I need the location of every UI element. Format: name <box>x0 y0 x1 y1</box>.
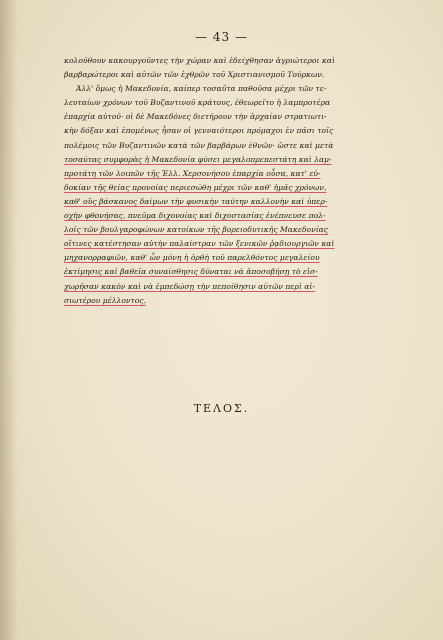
text-line: μηχανορραφιῶν, καθ' ὧν μόνη ἡ ὀρθὴ τοῦ παρελθόντος μεγαλείου <box>64 253 320 263</box>
text-line: καθ' οὓς βάσκανος δαίμων τὴν φυσικὴν ταύτην καλλονὴν καὶ ὑπερ- <box>64 196 328 206</box>
text-line: κολούθουν κακουργοῦντες τὴν χώραν καὶ ἐδείχθησαν ἀγριώτεροι καὶ <box>64 56 335 65</box>
text-line: λοῖς τῶν βουλγαροφώνων κατοίκων τῆς βορειοδυτικῆς Μακεδονίας <box>64 225 329 235</box>
text-line: σιωτέρου μέλλοντος. <box>64 295 146 305</box>
end-mark: ΤΕΛΟΣ. <box>193 402 250 415</box>
text-line: τοσαύτας συμφορὰς ἡ Μακεδονία φύσει μεγαλοπρεπεστάτη καὶ λαμ- <box>64 154 332 164</box>
text-line: πολέμοις τῶν Βυζαντινῶν κατὰ τῶν βαρβάρων ἐθνῶν· ὥστε καὶ μετὰ <box>64 140 334 150</box>
page-number: — 43 — <box>195 30 248 44</box>
text-line: χωρῆσαν κακὸν καὶ νὰ ἐμπεδώσῃ τὴν πεποίθησιν αὐτῶν περὶ αἰ- <box>64 281 315 291</box>
text-line: ἐκτίμησις καὶ βαθεῖα συναίσθησις δύναται νὰ ἀποσοβήσῃ τὸ εἰσ- <box>64 267 318 277</box>
body-text <box>64 54 368 308</box>
text-line: δοκίαν τῆς θείας προνοίας περιεσώθη μέχρι τῶν καθ' ἡμᾶς χρόνων, <box>64 182 327 192</box>
text-line: κὴν δόξαν καὶ ἐπομένως ἦσαν οἱ γενναιότεροι πρόμαχοι ἐν πᾶσι τοῖς <box>64 126 334 136</box>
text-line: οἵτινες κατέστησαν αὐτὴν παλαίστραν τῶν ξενικῶν ῥᾳδιουργιῶν καὶ <box>64 239 335 249</box>
text-line: οχὴν φθονήσας, πνεῦμα διχονοίας καὶ διχοστασίας ἐνέπνευσε πολ- <box>64 211 326 221</box>
text-line: ἐπαρχία αὐτοῦ· οἱ δὲ Μακεδόνες διετήρουν τὴν ἀρχαίαν στρατιωτι- <box>64 112 327 122</box>
text-line: λευταίων χρόνων τοῦ Βυζαντινοῦ κράτους, ἐθεωρεῖτο ἡ λαμπροτέρα <box>64 98 331 108</box>
text-line: Ἀλλ' ὅμως ἡ Μακεδονία, καίπερ τοσαῦτα παθοῦσα μέχρι τῶν τε- <box>76 84 327 94</box>
text-line: βαρβαρώτεροι καὶ αὐτῶν τῶν ἐχθρῶν τοῦ Χριστιανισμοῦ Τούρκων. <box>64 70 325 80</box>
text-line: προτάτη τῶν λοιπῶν τῆς Ἑλλ. Χερσονήσου ἐπαρχία οὖσα, κατ' εὐ- <box>64 168 321 178</box>
binding-shadow <box>0 0 18 640</box>
